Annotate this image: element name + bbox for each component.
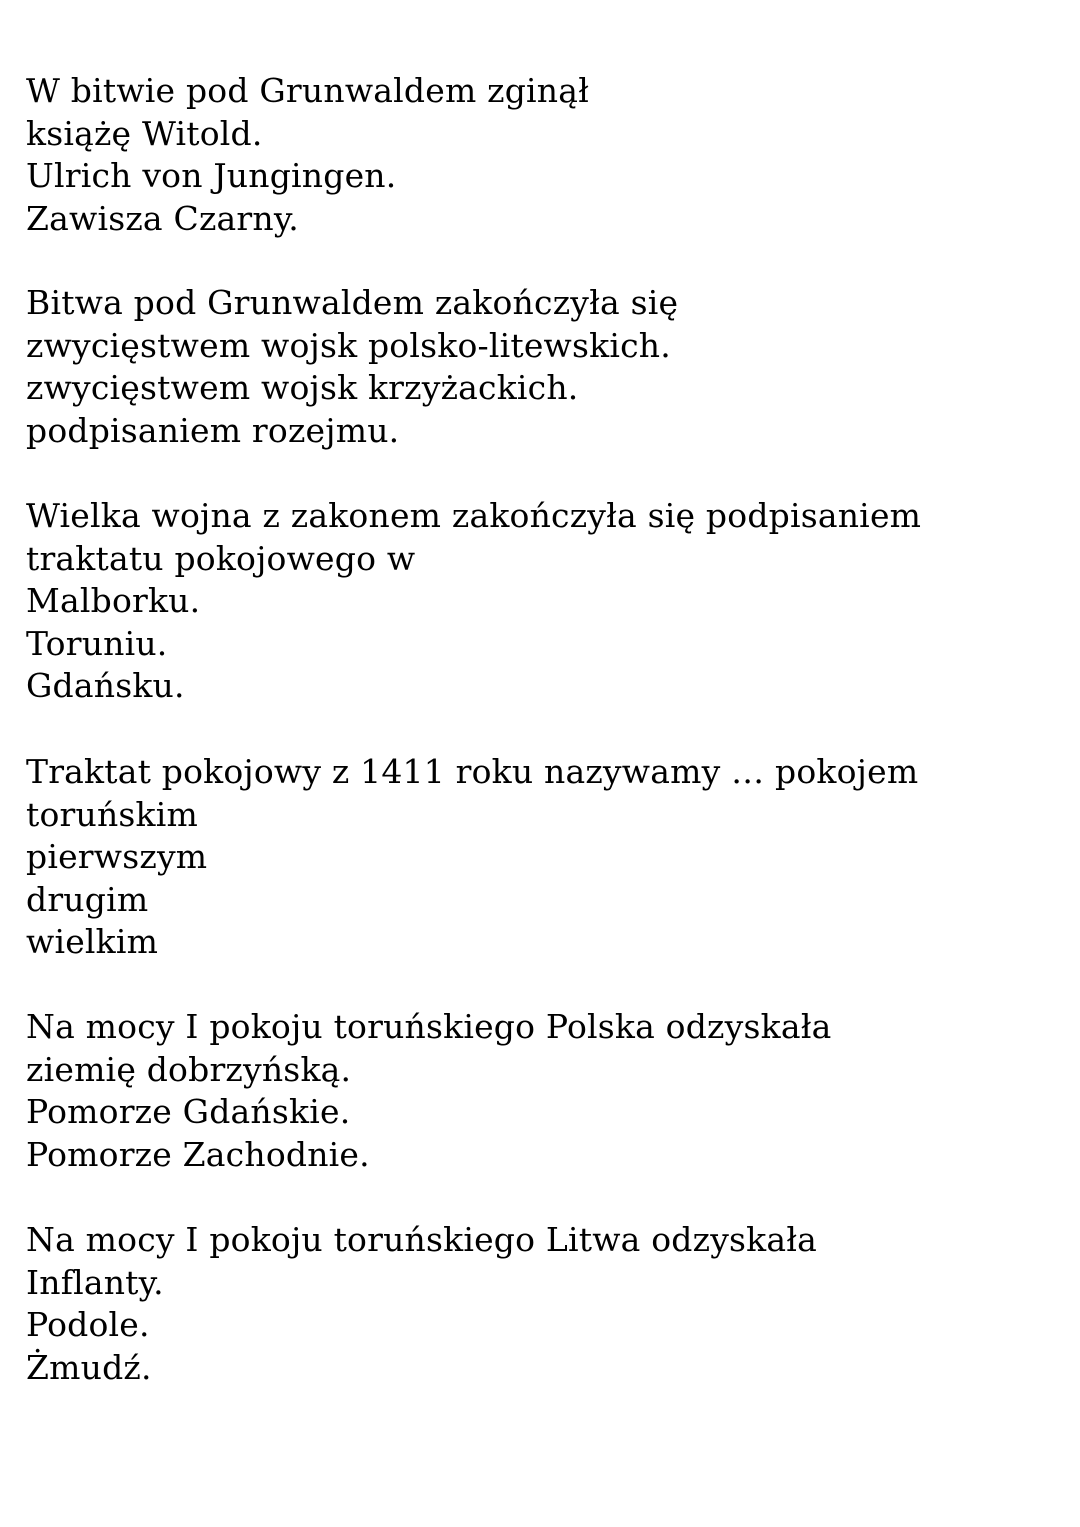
answer-option: zwycięstwem wojsk polsko-litewskich. <box>26 325 671 365</box>
question-block <box>26 495 1066 708</box>
answer-option: ziemię dobrzyńską. <box>26 1049 352 1089</box>
answer-option: Ulrich von Jungingen. <box>26 156 397 195</box>
answer-option: drugim <box>26 879 149 919</box>
answer-option: Pomorze Gdańskie. <box>26 1092 351 1131</box>
question-block <box>26 70 1066 240</box>
answer-option: Malborku. <box>26 581 201 620</box>
question-prompt: Wielka wojna z zakonem zakończyła się podpisaniem <box>26 496 922 535</box>
question-prompt: W bitwie pod Grunwaldem zginął <box>26 71 590 110</box>
answer-option: Podole. <box>26 1305 150 1344</box>
answer-option: Gdańsku. <box>26 666 185 705</box>
answer-option: toruńskim <box>26 794 198 834</box>
question-prompt: Traktat pokojowy z 1411 roku nazywamy … pokojem <box>26 752 919 791</box>
question-prompt: Na mocy I pokoju toruńskiego Polska odzyskała <box>26 1007 832 1046</box>
answer-option: Pomorze Zachodnie. <box>26 1134 370 1174</box>
answer-option: Toruniu. <box>26 623 168 663</box>
question-block <box>26 1219 1066 1389</box>
answer-option: Zawisza Czarny. <box>26 198 299 238</box>
question-prompt: Bitwa pod Grunwaldem zakończyła się <box>26 283 679 322</box>
answer-option: podpisaniem rozejmu. <box>26 410 400 450</box>
question-prompt: Na mocy I pokoju toruńskiego Litwa odzyskała <box>26 1220 818 1259</box>
answer-option: zwycięstwem wojsk krzyżackich. <box>26 368 579 407</box>
question-prompt-continuation: traktatu pokojowego w <box>26 538 416 578</box>
question-block <box>26 751 1066 964</box>
answer-option: Inflanty. <box>26 1262 164 1302</box>
answer-option: pierwszym <box>26 837 208 876</box>
answer-option: wielkim <box>26 922 159 961</box>
answer-option: książę Witold. <box>26 113 263 153</box>
question-block <box>26 282 1066 452</box>
question-block <box>26 1006 1066 1176</box>
answer-option: Żmudź. <box>26 1347 152 1387</box>
